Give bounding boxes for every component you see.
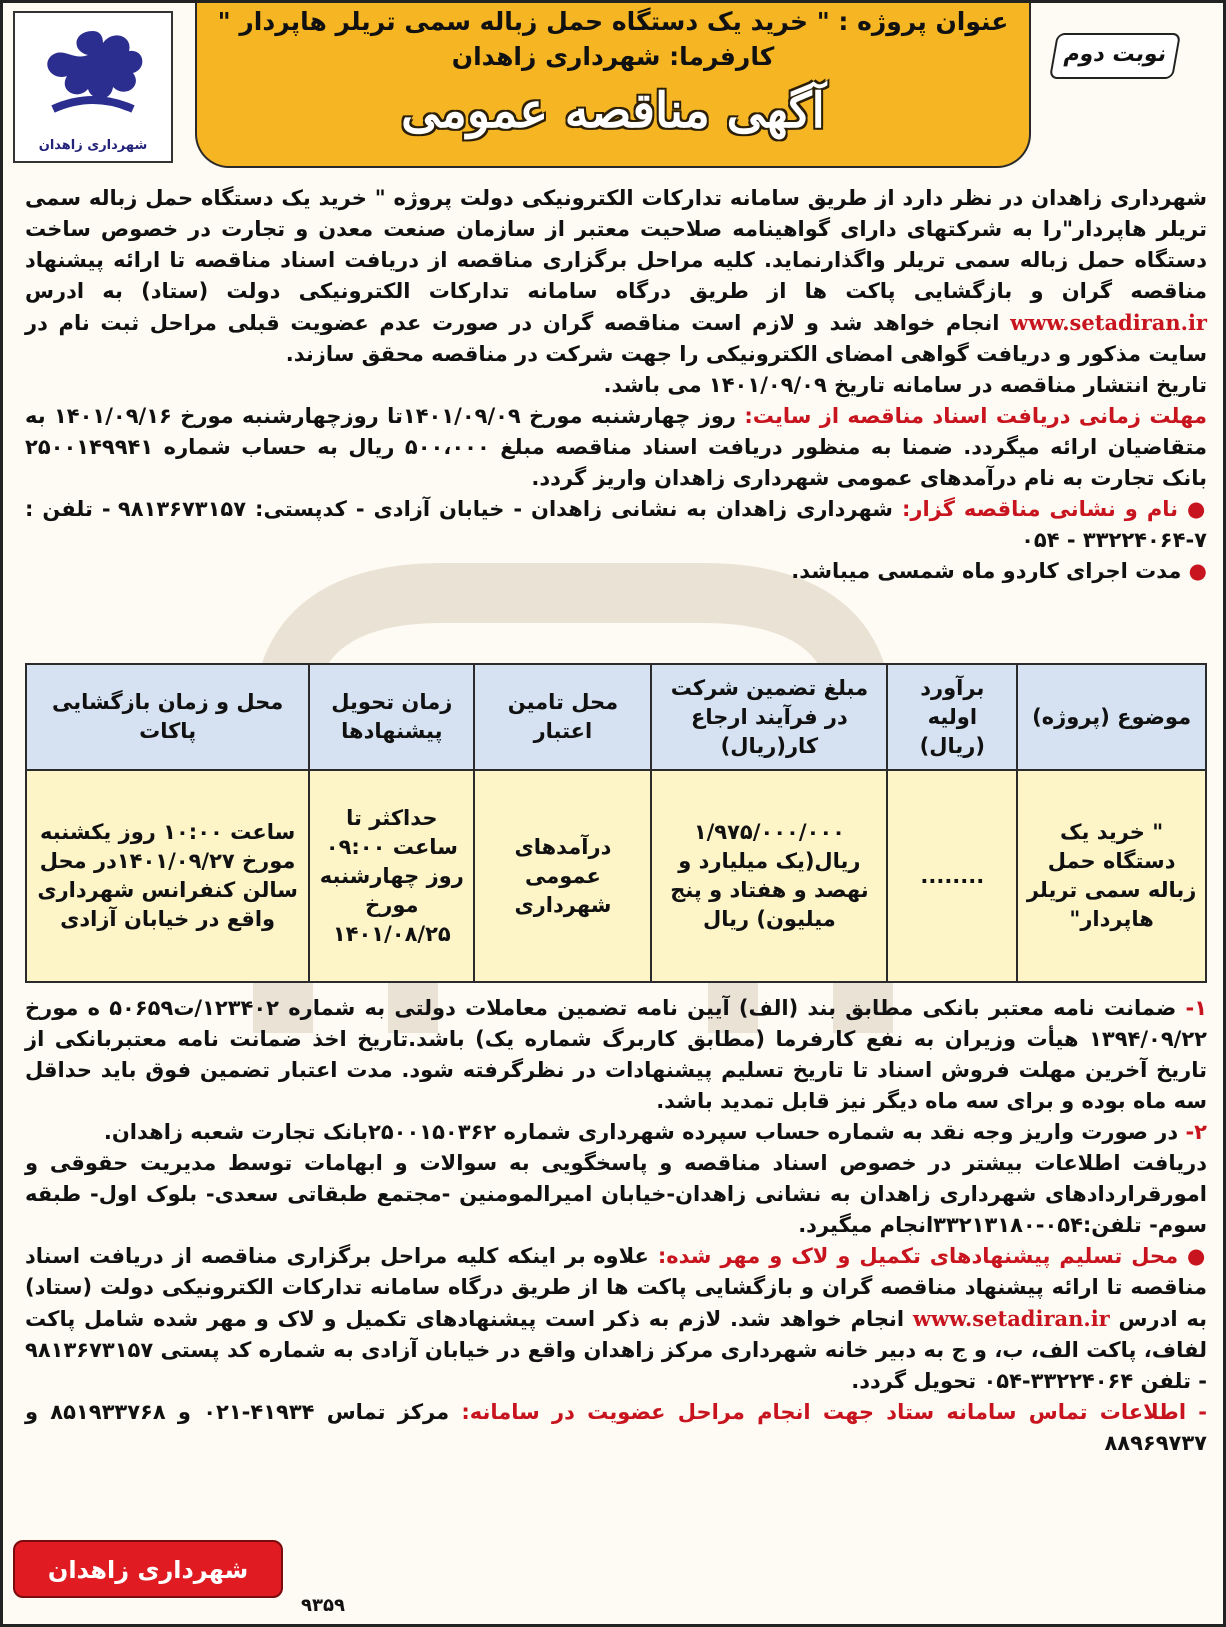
duration-text: مدت اجرای کاردو ماه شمسی میباشد. <box>791 559 1182 583</box>
duration-paragraph <box>25 556 1207 587</box>
page-title: آگهی مناقصه عمومی <box>401 83 825 139</box>
setad-link[interactable]: www.setadiran.ir <box>912 1306 1110 1331</box>
organizer-paragraph <box>25 494 1207 556</box>
logo-caption: شهرداری زاهدان <box>38 138 148 153</box>
submit-paragraph <box>25 1241 1207 1397</box>
table-row <box>26 770 1206 982</box>
note-2-text: در صورت واریز وجه نقد به شماره حساب سپرده شهرداری شماره ۲۵۰۰۱۵۰۳۶۲بانک تجارت شعبه زاهدان. <box>103 1120 1179 1144</box>
intro-text: شهرداری زاهدان در نظر دارد از طریق سامانه تدارکات الکترونیکی دولت پروژه " خرید یک دستگاه حمل زباله سمی تریلر هاپردار"را به شرکتهای دارای گواهینامه صلاحیت معتبر از سازمان صنعت معدن و تجارت در خصوص ساخت دستگاه حمل زباله سمی تریلر واگذارنماید. کلیه مراحل برگزاری مناقصه از دریافت اسناد مناقصه تا ارائه پیشنهاد مناقصه گران و بازگشایی پاکت ها از طریق درگاه سامانه تدارکات الکترونیکی دولت (ستاد) به ادرس <box>25 186 1207 303</box>
tender-table <box>25 663 1207 983</box>
signature-badge: شهرداری زاهدان <box>13 1540 283 1598</box>
submit-tail: انجام خواهد شد. لازم به ذکر است پیشنهادهای تکمیل و لاک و مهر شده شامل پاکت لفاف، پاکت الف، ب، و ج به دبیر خانه شهرداری مرکز زاهدان واقع در خیابان آزادی به شماره کد پستی ۹۸۱۳۶۷۳۱۵۷ - تلفن ۳۳۲۲۴۰۶۴-۰۵۴ تحویل گردد. <box>25 1307 1207 1393</box>
note-1-number: ۱- <box>1185 996 1208 1020</box>
table-header-row <box>26 664 1206 770</box>
note-2 <box>25 1117 1207 1148</box>
deadline-label: مهلت زمانی دریافت اسناد مناقصه از سایت: <box>744 404 1207 428</box>
notes-section <box>25 993 1207 1459</box>
deadline-text: روز چهارشنبه مورخ ۱۴۰۱/۰۹/۰۹تا روزچهارشنبه مورخ ۱۴۰۱/۰۹/۱۶ به متقاضیان ارائه میگردد. ضمنا به منظور دریافت اسناد مناقصه مبلغ ۵۰۰،۰۰۰ ریال به حساب شماره ۲۵۰۰۱۴۹۹۴۱ بانک تجارت به نام درآمدهای عمومی شهرداری زاهدان واریز گردد. <box>25 404 1207 490</box>
contact-label: - اطلاعات تماس سامانه ستاد جهت انجام مراحل عضویت در سامانه: <box>461 1400 1207 1424</box>
col-header-subject: موضوع (پروژه) <box>1017 664 1206 770</box>
cell-subject: " خرید یک دستگاه حمل زباله سمی تریلر هاپردار" <box>1017 770 1206 982</box>
employer: کارفرما: شهرداری زاهدان <box>451 42 775 71</box>
col-header-opening: محل و زمان بازگشایی پاکات <box>26 664 309 770</box>
cell-opening: ساعت ۱۰:۰۰ روز یکشنبه مورخ ۱۴۰۱/۰۹/۲۷در محل سالن کنفرانس شهرداری واقع در خیابان آزادی <box>26 770 309 982</box>
organizer-label: نام و نشانی مناقصه گزار: <box>901 497 1179 521</box>
deadline-paragraph <box>25 401 1207 494</box>
note-1-text: ضمانت نامه معتبر بانکی مطابق بند (الف) آیین نامه تضمین معاملات دولتی به شماره ۱۲۳۴۰۲/ت۵۰۶۵۹ ه مورخ ۱۳۹۴/۰۹/۲۲ هیأت وزیران به نفع کارفرما (مطابق کاربرگ شماره یک) باشد.تاریخ اخذ ضمانت نامه معتبربانکی از تاریخ آخرین مهلت فروش اسناد تا تاریخ تسلیم پیشنهادات در نظرگرفته شود. مدت اعتبار تضمین فوق باید حداقل سه ماه بوده و برای سه ماه دیگر نیز قابل تمدید باشد. <box>25 996 1207 1113</box>
cell-estimate: ........ <box>887 770 1017 982</box>
cell-guarantee: ۱/۹۷۵/۰۰۰/۰۰۰ ریال(یک میلیارد و نهصد و هفتاد و پنج میلیون) ریال <box>651 770 887 982</box>
col-header-delivery: زمان تحویل پیشنهادها <box>309 664 474 770</box>
submit-text: علاوه بر اینکه کلیه مراحل برگزاری مناقصه از دریافت اسناد مناقصه تا ارائه پیشنهاد مناقصه گران و بازگشایی پاکت ها از طریق درگاه سامانه تدارکات الکترونیکی دولت (ستاد) به ادرس <box>25 1244 1207 1331</box>
cell-funding: درآمدهای عمومی شهرداری <box>474 770 651 982</box>
col-header-funding: محل تامین اعتبار <box>474 664 651 770</box>
cell-delivery: حداکثر تا ساعت ۰۹:۰۰ روز چهارشنبه مورخ ۱۴۰۱/۰۸/۲۵ <box>309 770 474 982</box>
ad-code: ۹۳۵۹ <box>301 1595 345 1616</box>
municipality-emblem-icon <box>33 21 153 131</box>
bullet-icon: ● <box>1178 497 1208 521</box>
organizer-text: شهرداری زاهدان به نشانی زاهدان - خیابان آزادی - کدپستی: ۹۸۱۳۶۷۳۱۵۷ - تلفن : ۷-۳۳۲۲۴۰۶۴ - ۰۵۴ <box>25 497 1207 552</box>
zahedan-municipality-logo <box>13 11 173 163</box>
info-paragraph: دریافت اطلاعات بیشتر در خصوص اسناد مناقصه و پاسخگویی به سوالات و ابهامات توسط مدیریت حقوقی و امورقراردادهای شهرداری زاهدان به نشانی زاهدان-خیابان امیرالمومنین -مجتمع طبقاتی سعدی- بلوک اول- طبقه سوم- تلفن:۰۵۴-۳۳۲۱۳۱۸۰انجام میگیرد. <box>25 1151 1207 1237</box>
contact-text: مرکز تماس ۴۱۹۳۴-۰۲۱ و ۸۵۱۹۳۳۷۶۸ و ۸۸۹۶۹۷۳۷ <box>25 1400 1207 1455</box>
round-badge: نوبت دوم <box>1049 33 1181 79</box>
note-1 <box>25 993 1207 1117</box>
col-header-estimate: برآورد اولیه (ریال) <box>887 664 1017 770</box>
project-title: عنوان پروژه : " خرید یک دستگاه حمل زباله سمی تریلر هاپردار " <box>217 7 1009 36</box>
publish-date: تاریخ انتشار مناقصه در سامانه تاریخ ۱۴۰۱/۰۹/۰۹ می باشد. <box>603 373 1207 397</box>
intro-paragraph <box>25 183 1207 370</box>
bullet-icon: ● <box>1178 1244 1207 1268</box>
bullet-icon: ● <box>1181 559 1207 583</box>
submit-label: محل تسلیم پیشنهادهای تکمیل و لاک و مهر شده: <box>657 1244 1179 1268</box>
header-banner <box>195 3 1031 168</box>
intro-section <box>25 183 1207 587</box>
intro-text-tail: انجام خواهد شد و لازم است مناقصه گران در صورت عدم عضویت قبلی مراحل ثبت نام در سایت مذکور و دریافت گواهی امضای الکترونیکی را جهت شرکت در مناقصه محقق سازند. <box>25 311 1207 366</box>
note-2-number: ۲- <box>1185 1120 1207 1144</box>
col-header-guarantee: مبلغ تضمین شرکت در فرآیند ارجاع کار(ریال) <box>651 664 887 770</box>
contact-paragraph <box>25 1397 1207 1459</box>
setad-link[interactable]: www.setadiran.ir <box>1010 310 1207 335</box>
